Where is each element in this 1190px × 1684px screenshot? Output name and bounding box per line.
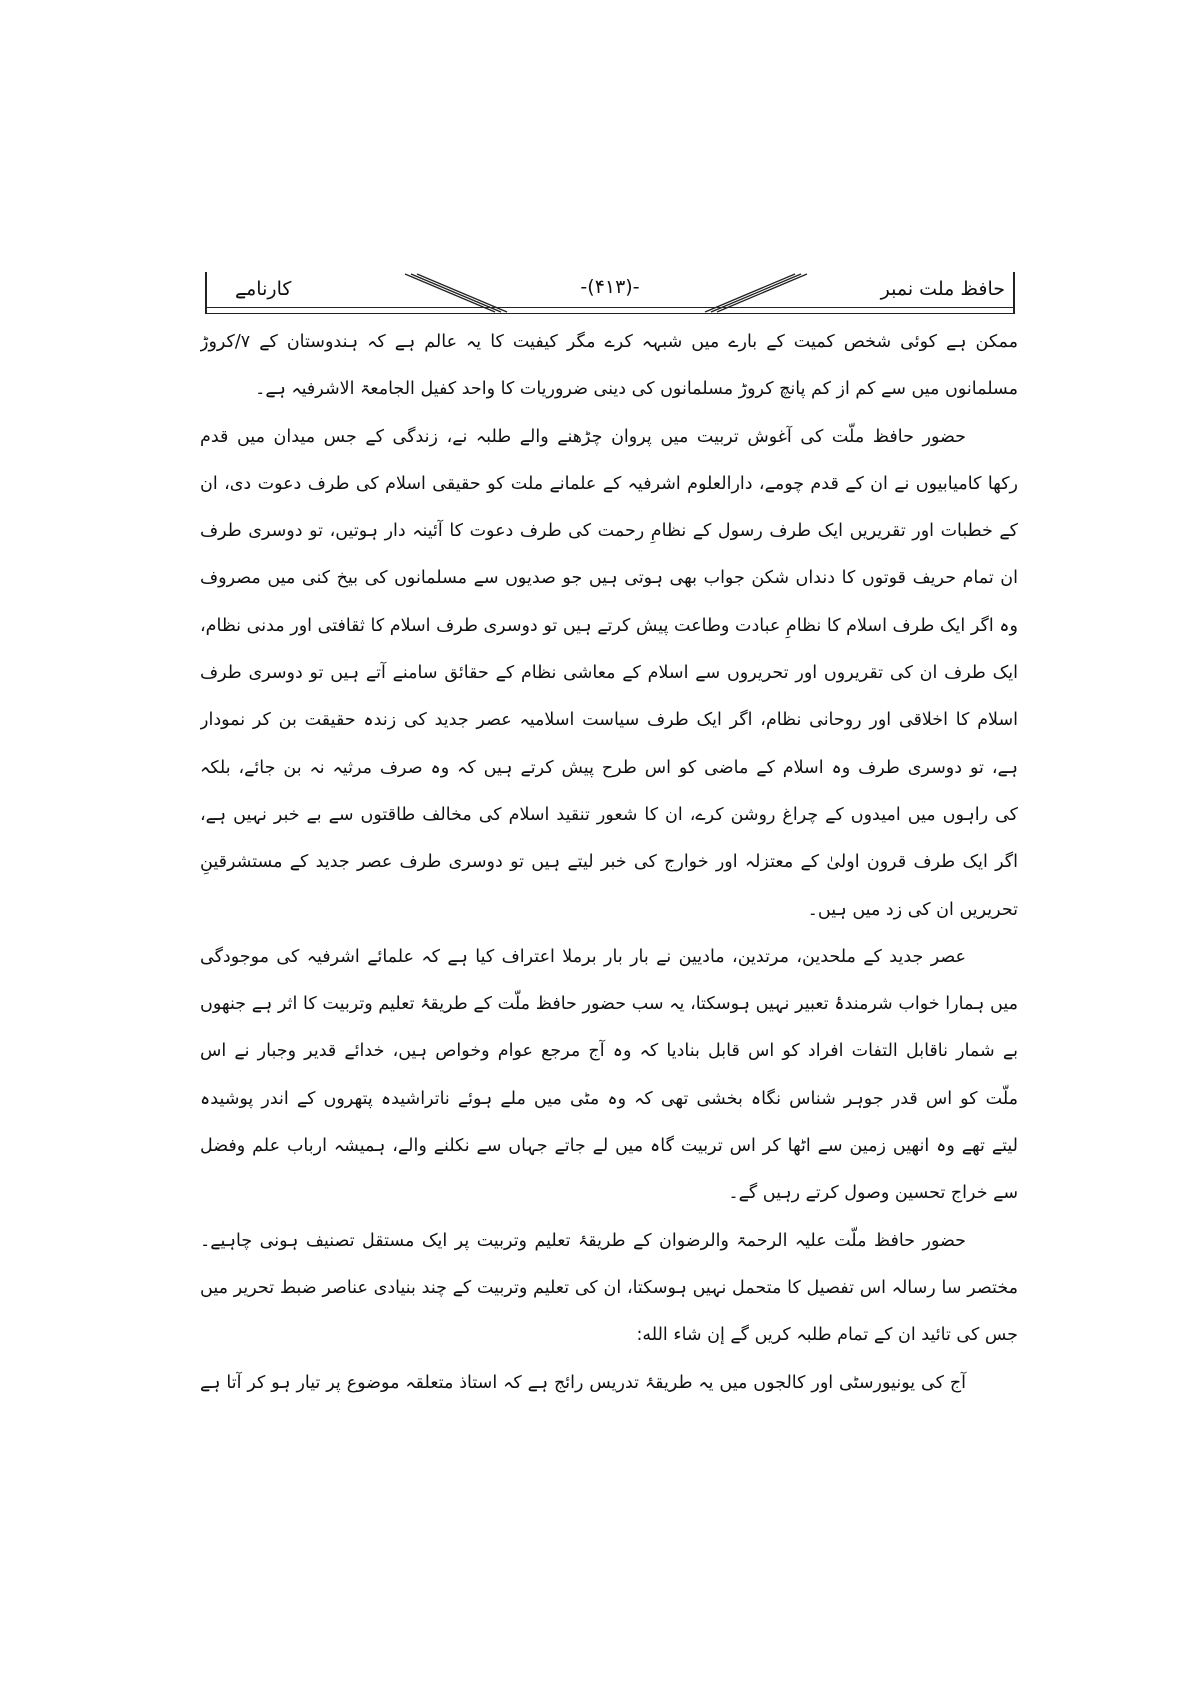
text-line: وہ اگر ایک طرف اسلام کا نظامِ عبادت وطاعت پیش کرتے ہیں تو دوسری طرف اسلام کا ثقافتی اور مدنی نظام، xyxy=(200,615,1018,636)
text-line: کی راہوں میں امیدوں کے چراغ روشن کرے، ان کا شعور تنقید اسلام کی مخالف طاقتوں سے بے خبر نہیں ہے، xyxy=(200,804,1018,825)
text-line: لیتے تھے وہ انھیں زمین سے اٹھا کر اس تربیت گاہ میں لے جاتے جہاں سے نکلنے والے، ہمیشہ ارباب علم وفضل xyxy=(200,1136,1018,1157)
text-line: جس کی تائید ان کے تمام طلبہ کریں گے إن شاء الله: xyxy=(636,1325,1018,1346)
text-line: ملّت کو اس قدر جوہر شناس نگاہ بخشی تھی کہ وہ مٹی میں ملے ہوئے ناتراشیدہ پتھروں کے اندر پوشیدہ xyxy=(200,1088,1018,1109)
text-line: کے خطبات اور تقریریں ایک طرف رسول کے نظامِ رحمت کی طرف دعوت کا آئینہ دار ہوتیں، تو دوسری طرف xyxy=(200,521,1018,542)
header-journal-title: حافظ ملت نمبر xyxy=(880,278,1005,300)
text-line: ممکن ہے کوئی شخص کمیت کے بارے میں شبہہ کرے مگر کیفیت کا یہ عالم ہے کہ ہندوستان کے ۷/کروڑ xyxy=(200,332,1018,352)
text-line: ہے، تو دوسری طرف وہ اسلام کے ماضی کو اس طرح پیش کرتے ہیں کہ وہ صرف مرثیہ نہ بن جائے، بلکہ xyxy=(200,757,1018,778)
text-line: ایک طرف ان کی تقریروں اور تحریروں سے اسلام کے معاشی نظام کے حقائق سامنے آتے ہیں تو دوسری طرف xyxy=(200,663,1018,684)
text-line: اسلام کا اخلاقی اور روحانی نظام، اگر ایک طرف سیاست اسلامیہ عصر جدید کی زندہ حقیقت بن کر نمودار xyxy=(200,710,1018,731)
text-line: میں ہمارا خواب شرمندۂ تعبیر نہیں ہوسکتا، یہ سب حضور حافظ ملّت کے طریقۂ تعلیم وتربیت کا اثر ہے جنھوں xyxy=(200,994,1018,1015)
text-line: ان تمام حریف قوتوں کا دنداں شکن جواب بھی ہوتی ہیں جو صدیوں سے مسلمانوں کی بیخ کنی میں مصروف xyxy=(200,568,1018,589)
header-section-title: کارنامے xyxy=(235,278,292,300)
text-line: مختصر سا رسالہ اس تفصیل کا متحمل نہیں ہوسکتا، ان کی تعلیم وتربیت کے چند بنیادی عناصر ضبط تحریر میں xyxy=(200,1277,1018,1298)
text-line: آج کی یونیورسٹی اور کالجوں میں یہ طریقۂ تدریس رائج ہے کہ استاذ متعلقہ موضوع پر تیار ہو کر آتا ہے xyxy=(200,1372,966,1393)
text-line: سے خراج تحسین وصول کرتے رہیں گے۔ xyxy=(728,1183,1018,1204)
text-line: تحریریں ان کی زد میں ہیں۔ xyxy=(807,899,1018,920)
text-line: اگر ایک طرف قرون اولیٰ کے معتزلہ اور خوارج کی خبر لیتے ہیں تو دوسری طرف عصر جدید کے مستشرقینِ xyxy=(200,852,1018,873)
text-line: مسلمانوں میں سے کم از کم پانچ کروڑ مسلمانوں کی دینی ضروریات کا واحد کفیل الجامعۃ الاشرفیہ ہے۔ xyxy=(255,379,1018,400)
article-body xyxy=(200,322,1018,1410)
text-line: حضور حافظ ملّت علیہ الرحمۃ والرضوان کے طریقۂ تعلیم وتربیت پر ایک مستقل تصنیف ہونی چاہیے۔ xyxy=(200,1230,966,1251)
text-line: بے شمار ناقابل التفات افراد کو اس قابل بنادیا کہ وہ آج مرجع عوام وخواص ہیں، خدائے قدیر وجبار نے اس xyxy=(200,1041,1018,1062)
text-line: عصر جدید کے ملحدین، مرتدین، مادیین نے بار بار برملا اعتراف کیا ہے کہ علمائے اشرفیہ کی موجودگی xyxy=(200,946,966,967)
text-line: رکھا کامیابیوں نے ان کے قدم چومے، دارالعلوم اشرفیہ کے علمانے ملت کو حقیقی اسلام کی طرف دعوت دی، ان xyxy=(200,473,1018,494)
page-number: -(۴۱۳)- xyxy=(580,276,640,298)
text-line: حضور حافظ ملّت کی آغوش تربیت میں پروان چڑھنے والے طلبہ نے، زندگی کے جس میدان میں قدم xyxy=(200,426,966,447)
running-header xyxy=(205,272,1015,314)
